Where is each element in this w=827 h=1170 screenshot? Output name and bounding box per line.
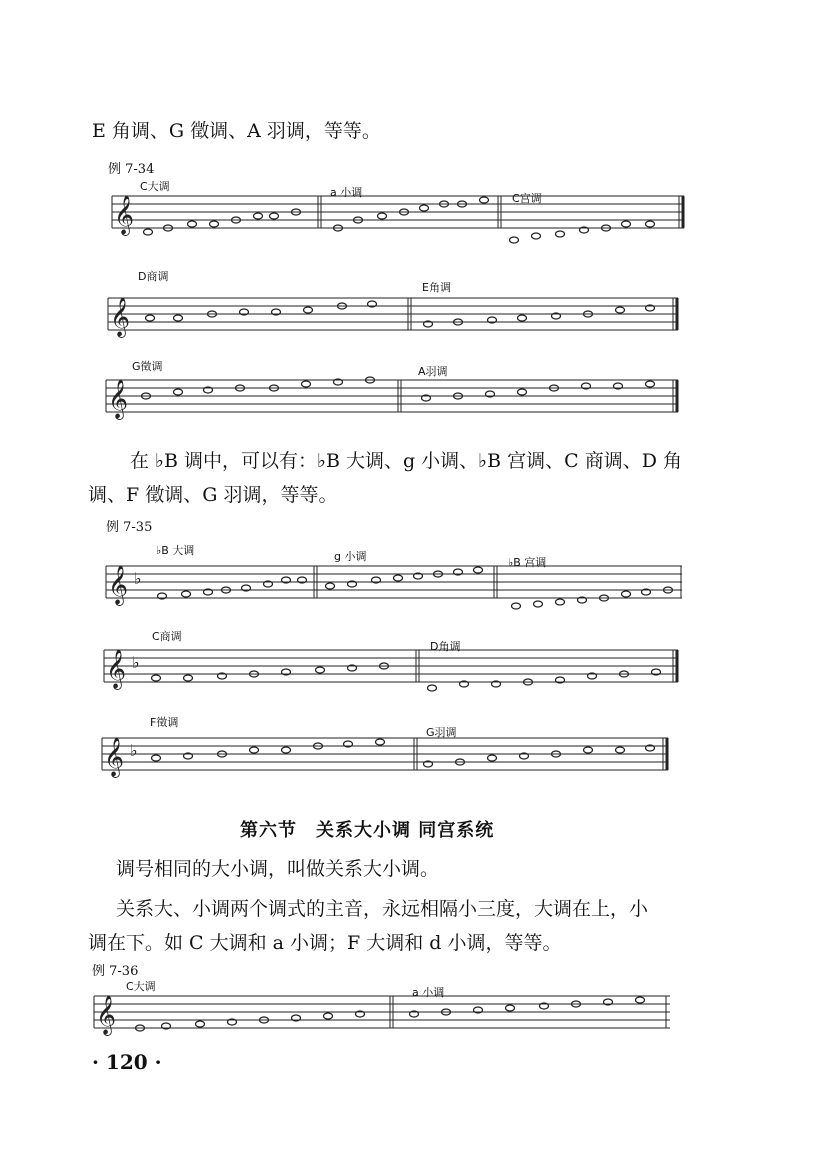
- example-label: 例 7-36: [92, 964, 139, 979]
- flat-sign-icon: ♭: [130, 741, 138, 760]
- treble-clef-icon: 𝄞: [108, 565, 129, 605]
- section-heading: 第六节 关系大小调 同宫系统: [240, 820, 495, 841]
- staff-row: [94, 995, 670, 1036]
- mode-label: F徵调: [150, 716, 179, 729]
- mode-label: G羽调: [426, 726, 457, 739]
- treble-clef-icon: 𝄞: [106, 649, 127, 689]
- treble-clef-icon: 𝄞: [110, 297, 131, 337]
- example-label: 例 7-35: [106, 520, 153, 535]
- mode-label: G徵调: [132, 360, 163, 373]
- mode-label: C商调: [152, 630, 182, 643]
- mode-label: a 小调: [330, 186, 363, 199]
- flat-b-paragraph-line1: 在 ♭B 调中，可以有：♭B 大调、g 小调、♭B 宫调、C 商调、D 角: [130, 450, 682, 472]
- mode-label: C宫调: [512, 192, 542, 205]
- intro-line: E 角调、G 徵调、A 羽调，等等。: [92, 120, 381, 142]
- mode-label: C大调: [126, 980, 156, 993]
- treble-clef-icon: 𝄞: [104, 737, 125, 777]
- treble-clef-icon: 𝄞: [96, 995, 117, 1035]
- mode-label: D商调: [138, 270, 169, 283]
- treble-clef-icon: 𝄞: [108, 379, 129, 419]
- mode-label: D角调: [430, 640, 461, 653]
- flat-sign-icon: ♭: [134, 569, 142, 588]
- mode-label: g 小调: [334, 550, 367, 563]
- page-number: · 120 ·: [92, 1050, 162, 1074]
- mode-label: A羽调: [418, 365, 448, 378]
- treble-clef-icon: 𝄞: [114, 195, 135, 235]
- mode-label: E角调: [422, 281, 451, 294]
- mode-label: C大调: [140, 180, 170, 193]
- example-label: 例 7-34: [108, 162, 155, 177]
- mode-label: a 小调: [412, 986, 445, 999]
- flat-b-paragraph-line2: 调、F 徵调、G 羽调，等等。: [88, 484, 338, 506]
- relative-paragraph-2-line2: 调在下。如 C 大调和 a 小调；F 大调和 d 小调，等等。: [88, 932, 562, 954]
- mode-label: ♭B 大调: [156, 544, 195, 557]
- flat-sign-icon: ♭: [132, 653, 140, 672]
- mode-label: ♭B 宫调: [508, 556, 547, 569]
- relative-paragraph-1: 调号相同的大小调，叫做关系大小调。: [116, 858, 440, 880]
- relative-paragraph-2-line1: 关系大、小调两个调式的主音，永远相隔小三度，大调在上，小: [116, 898, 649, 920]
